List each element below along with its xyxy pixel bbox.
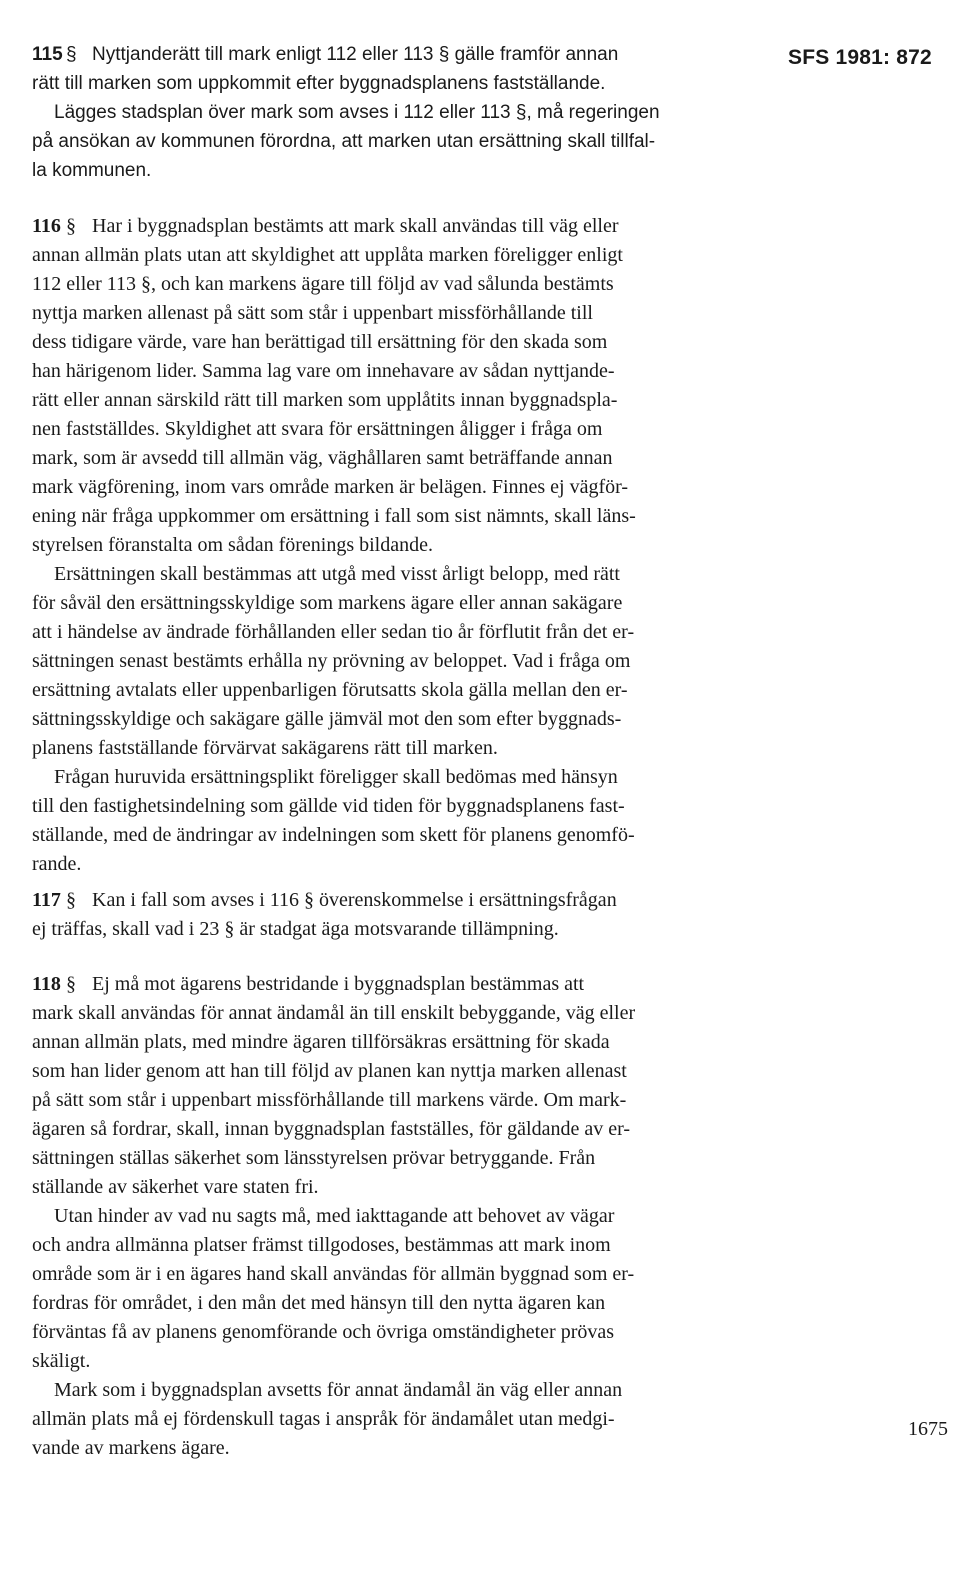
text-line: Ersättningen skall bestämmas att utgå med visst årligt belopp, med rätt bbox=[54, 563, 620, 585]
text-line: ställande, med de ändringar av indelningen som skett för planens genomfö- bbox=[32, 824, 635, 846]
section-number: 118 bbox=[32, 973, 61, 995]
text-line: område som är i en ägares hand skall användas för allmän byggnad som er- bbox=[32, 1263, 635, 1285]
text-line: förväntas få av planens genomförande och övriga omständigheter prövas bbox=[32, 1321, 615, 1343]
text-line: annan allmän plats utan att skyldighet att upplåta marken föreligger enligt bbox=[32, 244, 623, 266]
text-line: Frågan huruvida ersättningsplikt föreligger skall bedömas med hänsyn bbox=[54, 766, 618, 788]
section-sign: § bbox=[66, 889, 76, 911]
text-line: skäligt. bbox=[32, 1350, 91, 1372]
text-line: 115 § Nyttjanderätt till mark enligt 112 eller 113 § gälle framför annan bbox=[32, 40, 742, 69]
section-115 bbox=[32, 40, 742, 185]
text-line: sättningen senast bestämts erhålla ny prövning av beloppet. Vad i fråga om bbox=[32, 650, 631, 672]
section-118 bbox=[32, 970, 742, 1463]
section-sign: § bbox=[66, 973, 76, 995]
text-line: styrelsen föranstalta om sådan förenings bildande. bbox=[32, 534, 433, 556]
text-line: Utan hinder av vad nu sagts må, med iakttagande att behovet av vägar bbox=[54, 1205, 615, 1227]
text-line: sättningen ställas säkerhet som länsstyrelsen prövar betryggande. Från bbox=[32, 1147, 596, 1169]
text-line: mark, som är avsedd till allmän väg, väghållaren samt beträffande annan bbox=[32, 447, 613, 469]
section-116 bbox=[32, 212, 742, 879]
text-line: nyttja marken allenast på sätt som står i uppenbart missförhållande till bbox=[32, 302, 593, 324]
text-line: planens fastställande förvärvat sakägarens rätt till marken. bbox=[32, 737, 498, 759]
text-line: allmän plats må ej fördenskull tagas i anspråk för ändamålet utan medgi- bbox=[32, 1408, 615, 1430]
section-number: 116 bbox=[32, 215, 61, 237]
text-line: rätt eller annan särskild rätt till marken som upplåtits innan byggnadspla- bbox=[32, 389, 618, 411]
section-sign: § bbox=[66, 44, 77, 65]
section-number: 115 bbox=[32, 44, 63, 65]
text-line: ägaren så fordrar, skall, innan byggnadsplan fastställes, för gäldande av er- bbox=[32, 1118, 631, 1140]
section-sign: § bbox=[66, 215, 76, 237]
text-line: rande. bbox=[32, 853, 82, 875]
text-line: som han lider genom att han till följd av planen kan nyttja marken allenast bbox=[32, 1060, 627, 1082]
text-line: sättningsskyldige och sakägare gälle jämväl mot den som efter byggnads- bbox=[32, 708, 622, 730]
text-line: han härigenom lider. Samma lag vare om innehavare av sådan nyttjande- bbox=[32, 360, 615, 382]
sfs-reference: SFS 1981: 872 bbox=[788, 46, 932, 69]
text-line: 117 § Kan i fall som avses i 116 § överenskommelse i ersättningsfrågan bbox=[32, 886, 742, 915]
page-number: 1675 bbox=[908, 1418, 948, 1440]
section-117 bbox=[32, 886, 742, 944]
text-line: till den fastighetsindelning som gällde vid tiden för byggnadsplanens fast- bbox=[32, 795, 625, 817]
text-line: mark skall användas för annat ändamål än till enskilt bebyggande, väg eller bbox=[32, 1002, 636, 1024]
text-line: på ansökan av kommunen förordna, att marken utan ersättning skall tillfal- bbox=[32, 131, 656, 152]
text-line: fordras för området, i den mån det med hänsyn till den nytta ägaren kan bbox=[32, 1292, 606, 1314]
text-line: vande av markens ägare. bbox=[32, 1437, 230, 1459]
text-line: annan allmän plats, med mindre ägaren tillförsäkras ersättning för skada bbox=[32, 1031, 610, 1053]
text-line: la kommunen. bbox=[32, 160, 152, 181]
text-line: Mark som i byggnadsplan avsetts för annat ändamål än väg eller annan bbox=[54, 1379, 623, 1401]
text-line: ersättning avtalats eller uppenbarligen förutsatts skola gälla mellan den er- bbox=[32, 679, 628, 701]
text-line: ening när fråga uppkommer om ersättning i fall som sist nämnts, skall läns- bbox=[32, 505, 636, 527]
text-line: ej träffas, skall vad i 23 § är stadgat äga motsvarande tillämpning. bbox=[32, 918, 559, 940]
text-line: mark vägförening, inom vars område marken är belägen. Finnes ej vägför- bbox=[32, 476, 629, 498]
text-line: nen fastställdes. Skyldighet att svara för ersättningen åligger i fråga om bbox=[32, 418, 603, 440]
text-line: för såväl den ersättningsskyldige som markens ägare eller annan sakägare bbox=[32, 592, 623, 614]
text-line: 118 § Ej må mot ägarens bestridande i byggnadsplan bestämmas att bbox=[32, 970, 742, 999]
text-line: och andra allmänna platser främst tillgodoses, bestämmas att mark inom bbox=[32, 1234, 611, 1256]
section-number: 117 bbox=[32, 889, 61, 911]
text-line: 112 eller 113 §, och kan markens ägare till följd av vad sålunda bestämts bbox=[32, 273, 614, 295]
text-line: att i händelse av ändrade förhållanden eller sedan tio år förflutit från det er- bbox=[32, 621, 635, 643]
text-line: rätt till marken som uppkommit efter byggnadsplanens fastställande. bbox=[32, 73, 606, 94]
text-line: Lägges stadsplan över mark som avses i 112 eller 113 §, må regeringen bbox=[54, 102, 660, 123]
text-line: ställande av säkerhet vare staten fri. bbox=[32, 1176, 319, 1198]
text-line: dess tidigare värde, vare han berättigad till ersättning för den skada som bbox=[32, 331, 608, 353]
text-line: 116 § Har i byggnadsplan bestämts att mark skall användas till väg eller bbox=[32, 212, 742, 241]
text-line: på sätt som står i uppenbart missförhållande till markens värde. Om mark- bbox=[32, 1089, 627, 1111]
